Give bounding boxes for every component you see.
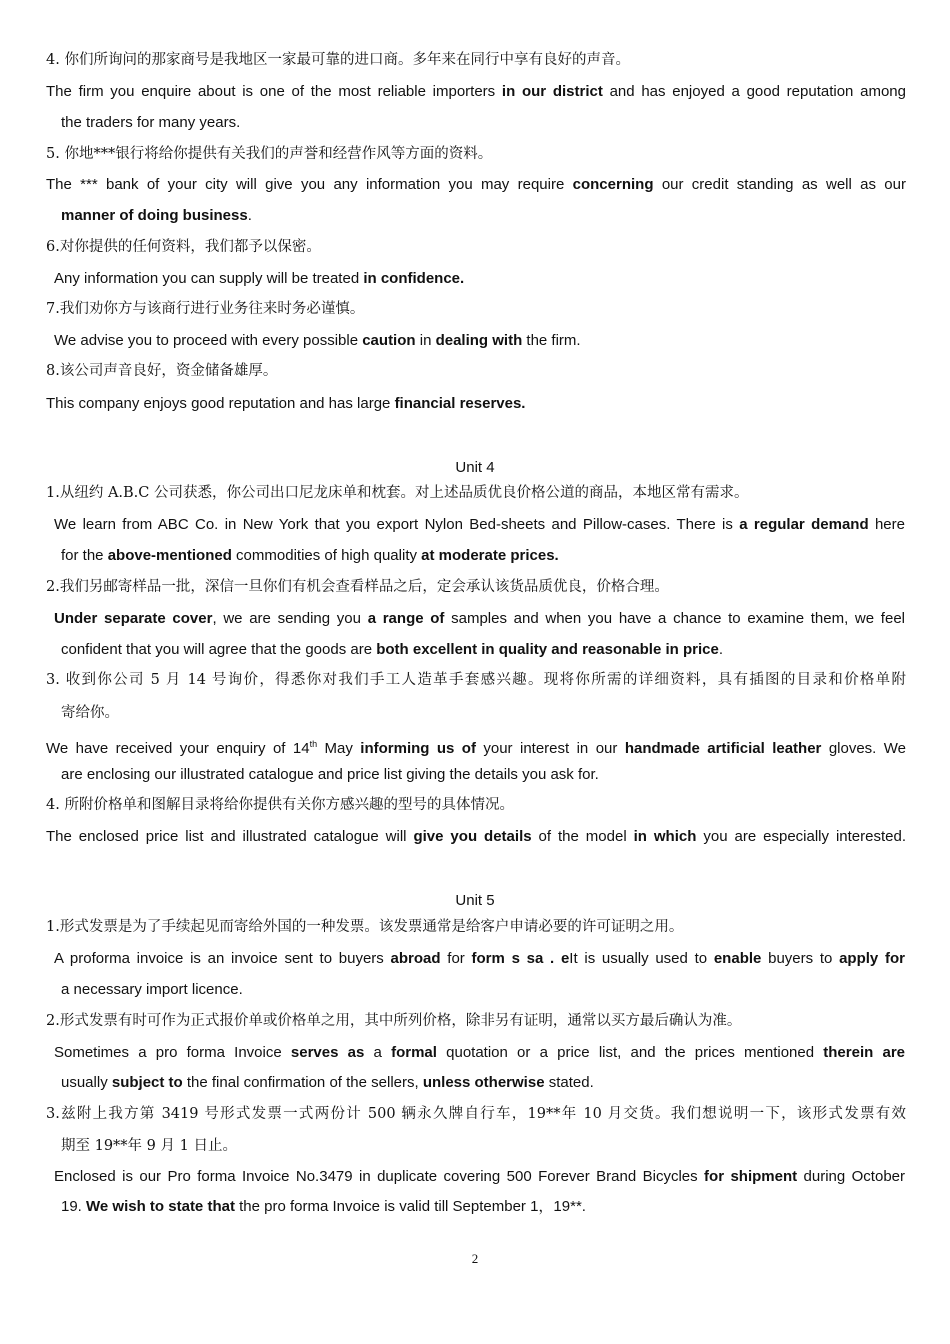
bold-phrase: therein are bbox=[823, 1044, 905, 1061]
bold-phrase: manner of doing business bbox=[61, 207, 248, 224]
bold-phrase: We wish to state that bbox=[86, 1198, 235, 1215]
bold-phrase: caution bbox=[362, 332, 416, 349]
text-run: We learn from ABC Co. in New York that you export Nylon Bed-sheets and Pillow-cases. There is bbox=[54, 516, 740, 533]
bold-phrase: in confidence. bbox=[363, 270, 465, 287]
text-run: the firm. bbox=[522, 332, 581, 349]
ordinal-suffix: th bbox=[309, 739, 318, 749]
text-run: the pro forma Invoice is valid till September 1，19**. bbox=[234, 1198, 586, 1215]
bold-phrase: above-mentioned bbox=[107, 547, 232, 564]
u4-s2-zh: 2.我们另邮寄样品一批，深信一旦你们有机会查看样品之后，定会承认该货品质优良，价格合理。 bbox=[46, 579, 669, 595]
text-run: Enclosed is our Pro forma Invoice No.3479 in duplicate covering 500 Forever Brand Bicycles bbox=[54, 1168, 705, 1185]
u4-s1-zh: 1.从纽约 A.B.C 公司获悉，你公司出口尼龙床单和枕套。对上述品质优良价格公道的商品，本地区常有需求。 bbox=[46, 485, 749, 501]
bold-phrase: financial reserves. bbox=[394, 395, 526, 412]
unit4-heading: Unit 4 bbox=[455, 459, 495, 476]
u4-s4-en bbox=[46, 827, 906, 847]
text-run: Any information you can supply will be treated bbox=[54, 270, 364, 287]
text-run: It is usually used to bbox=[569, 950, 714, 967]
bold-phrase: handmade artificial leather bbox=[624, 740, 822, 757]
text-run: We have received your enquiry of 14 bbox=[46, 740, 310, 757]
u5-s2-en-line2 bbox=[61, 1073, 921, 1093]
u5-s1-en bbox=[54, 949, 905, 969]
u5-s3-zh: 3.兹附上我方第 3419 号形式发票一式两份计 500 辆永久牌自行车，19**年 10 月交货。我们想说明一下，该形式发票有效 bbox=[46, 1106, 906, 1122]
bold-phrase: subject to bbox=[111, 1074, 183, 1091]
bold-phrase: unless otherwise bbox=[422, 1074, 545, 1091]
text-run: commodities of high quality bbox=[231, 547, 422, 564]
u3-s4-en-line2: the traders for many years. bbox=[61, 114, 241, 131]
u3-s5-en bbox=[46, 175, 906, 195]
u5-s3-zh-line2: 期至 19**年 9 月 1 日止。 bbox=[61, 1138, 237, 1154]
page-number: 2 bbox=[471, 1251, 479, 1266]
bold-phrase: a regular demand bbox=[739, 516, 869, 533]
u3-s8-zh: 8.该公司声音良好，资金储备雄厚。 bbox=[46, 363, 278, 379]
text-run: and has enjoyed a good reputation among bbox=[602, 83, 906, 100]
text-run: quotation or a price list, and the prices mentioned bbox=[436, 1044, 824, 1061]
text-run: the final confirmation of the sellers, bbox=[182, 1074, 423, 1091]
u3-s7-en bbox=[54, 331, 914, 351]
text-run: confident that you will agree that the goods are bbox=[61, 641, 377, 658]
text-run: usually bbox=[61, 1074, 112, 1091]
u3-s5-zh: 5. 你地***银行将给你提供有关我们的声誉和经营作风等方面的资料。 bbox=[46, 146, 493, 162]
u3-s6-zh: 6.对你提供的任何资料，我们都予以保密。 bbox=[46, 239, 321, 255]
u4-s1-en-line2 bbox=[61, 546, 921, 566]
bold-phrase: in our district bbox=[501, 83, 603, 100]
u3-s4-en bbox=[46, 82, 906, 102]
text-run: The enclosed price list and illustrated catalogue will bbox=[46, 828, 414, 845]
text-run: The *** bank of your city will give you any information you may require bbox=[46, 176, 573, 193]
text-run: , we are sending you bbox=[212, 610, 368, 627]
bold-phrase: abroad bbox=[390, 950, 441, 967]
text-run: here bbox=[868, 516, 905, 533]
bold-phrase: for shipment bbox=[704, 1168, 798, 1185]
u4-s2-en bbox=[54, 609, 905, 629]
u5-s3-en bbox=[54, 1167, 905, 1187]
u5-s1-en-line2: a necessary import licence. bbox=[61, 981, 243, 998]
bold-phrase: give you details bbox=[413, 828, 532, 845]
text-run: This company enjoys good reputation and has large bbox=[46, 395, 395, 412]
u4-s3-en bbox=[46, 734, 906, 759]
bold-phrase: concerning bbox=[572, 176, 654, 193]
text-run: The firm you enquire about is one of the most reliable importers bbox=[46, 83, 502, 100]
u3-s8-en bbox=[46, 394, 906, 414]
bold-phrase: both excellent in quality and reasonable in price bbox=[376, 641, 719, 658]
text-run: stated. bbox=[544, 1074, 594, 1091]
text-run: buyers to bbox=[761, 950, 840, 967]
u3-s6-en bbox=[54, 269, 914, 289]
u5-s1-zh: 1.形式发票是为了手续起见而寄给外国的一种发票。该发票通常是给客户申请必要的许可证明之用。 bbox=[46, 919, 684, 935]
text-run: gloves. We bbox=[821, 740, 906, 757]
text-run: samples and when you have a chance to examine them, we feel bbox=[444, 610, 905, 627]
u5-s2-zh: 2.形式发票有时可作为正式报价单或价格单之用，其中所列价格，除非另有证明，通常以买方最后确认为准。 bbox=[46, 1013, 742, 1029]
text-run: of the model bbox=[531, 828, 634, 845]
bold-phrase: form s sa . e bbox=[471, 950, 570, 967]
text-run: . bbox=[247, 207, 252, 224]
bold-phrase: enable bbox=[713, 950, 762, 967]
u4-s1-en bbox=[54, 515, 905, 535]
text-run: for the bbox=[61, 547, 108, 564]
bold-phrase: informing us of bbox=[360, 740, 476, 757]
text-run: in bbox=[415, 332, 436, 349]
bold-phrase: Under separate cover bbox=[54, 610, 213, 627]
bold-phrase: formal bbox=[391, 1044, 437, 1061]
u3-s5-en-line2 bbox=[61, 206, 921, 226]
text-run: you are especially interested. bbox=[696, 828, 906, 845]
text-run: Sometimes a pro forma Invoice bbox=[54, 1044, 291, 1061]
text-run: your interest in our bbox=[475, 740, 625, 757]
text-run: 19. bbox=[61, 1198, 87, 1215]
u4-s3-en-line2: are enclosing our illustrated catalogue and price list giving the details you ask for. bbox=[61, 766, 599, 783]
text-run: We advise you to proceed with every possible bbox=[54, 332, 363, 349]
u4-s4-zh: 4. 所附价格单和图解目录将给你提供有关你方感兴趣的型号的具体情况。 bbox=[46, 797, 514, 813]
bold-phrase: apply for bbox=[839, 950, 905, 967]
text-run: May bbox=[317, 740, 361, 757]
u4-s2-en-line2 bbox=[61, 640, 921, 660]
text-run: for bbox=[440, 950, 472, 967]
bold-phrase: in which bbox=[633, 828, 697, 845]
bold-phrase: at moderate prices. bbox=[421, 547, 559, 564]
u3-s7-zh: 7.我们劝你方与该商行进行业务往来时务必谨慎。 bbox=[46, 301, 365, 317]
u4-s3-zh-line2: 寄给你。 bbox=[61, 705, 119, 721]
u5-s3-en-line2 bbox=[61, 1197, 921, 1217]
text-run: a bbox=[364, 1044, 392, 1061]
text-run: our credit standing as well as our bbox=[653, 176, 906, 193]
text-run: during October bbox=[797, 1168, 905, 1185]
unit5-heading: Unit 5 bbox=[455, 892, 495, 909]
bold-phrase: dealing with bbox=[435, 332, 523, 349]
text-run: A proforma invoice is an invoice sent to buyers bbox=[54, 950, 391, 967]
text-run: . bbox=[718, 641, 723, 658]
u3-s4-zh: 4. 你们所询问的那家商号是我地区一家最可靠的进口商。多年来在同行中享有良好的声音。 bbox=[46, 52, 630, 68]
u5-s2-en bbox=[54, 1043, 905, 1063]
bold-phrase: serves as bbox=[290, 1044, 365, 1061]
bold-phrase: a range of bbox=[367, 610, 445, 627]
u4-s3-zh: 3. 收到你公司 5 月 14 号询价，得悉你对我们手工人造革手套感兴趣。现将你所需的详细资料，具有插图的目录和价格单附 bbox=[46, 672, 906, 688]
